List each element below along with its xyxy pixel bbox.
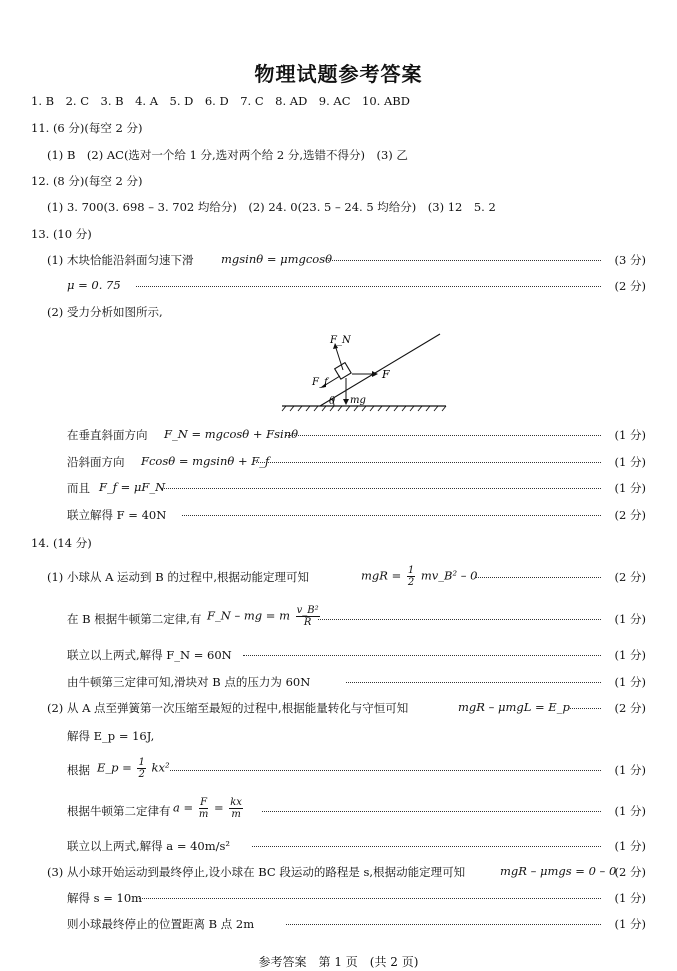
q13-step-6 — [0, 478, 677, 498]
q13-step-1 — [0, 250, 677, 270]
q13-step-6-points: (1 分) — [614, 481, 646, 495]
q14-step-11-points: (1 分) — [614, 891, 646, 905]
q14-step-4 — [0, 672, 677, 692]
gravity-arrowhead — [343, 399, 349, 405]
leader-dots — [286, 914, 601, 934]
q13-header: 13. (10 分) — [31, 227, 92, 241]
q14-step-8-eq-mid: = — [213, 800, 224, 815]
q13-step-5-points: (1 分) — [614, 455, 646, 469]
leader-dots — [170, 760, 601, 780]
q14-step-10-text: (3) 从小球开始运动到最终停止,设小球在 BC 段运动的路程是 s,根据动能定理可知 — [47, 865, 466, 879]
q13-step-1-equation: mgsinθ = μmgcosθ — [221, 252, 333, 266]
q14-step-3-points: (1 分) — [614, 648, 646, 662]
q13-step-4-text: 在垂直斜面方向 — [67, 428, 148, 442]
leader-dots — [346, 672, 601, 692]
page-title: 物理试题参考答案 — [254, 62, 423, 86]
q14-step-5 — [0, 698, 677, 718]
q14-step-8-eq-left: a = — [173, 800, 194, 815]
q14-step-5-points: (2 分) — [614, 701, 646, 715]
q14-step-9-text: 联立以上两式,解得 a = 40m/s² — [67, 839, 231, 853]
q14-step-8 — [0, 797, 677, 823]
leader-dots — [570, 698, 601, 718]
force-diagram — [278, 328, 450, 414]
q14-step-2-eq-left: F_N – mg = m — [207, 608, 290, 623]
q13-step-1-text: (1) 木块恰能沿斜面匀速下滑 — [47, 253, 194, 267]
page-footer: 参考答案 第 1 页 (共 2 页) — [258, 955, 419, 969]
theta-label: θ — [329, 396, 336, 407]
q14-step-2 — [0, 605, 677, 629]
leader-dots — [162, 478, 601, 498]
q13-step-7-text: 联立解得 F = 40N — [67, 508, 167, 522]
q13-step-2-text: μ = 0. 75 — [67, 278, 121, 292]
q11-answer: (1) B (2) AC(选对一个给 1 分,选对两个给 2 分,选错不得分) (3) 乙 — [47, 148, 408, 162]
q14-step-5-text: (2) 从 A 点至弹簧第一次压缩至最短的过程中,根据能量转化与守恒可知 — [47, 701, 409, 715]
fraction-numerator: 1 — [407, 565, 415, 576]
fraction-denominator: 2 — [407, 577, 415, 588]
q14-step-6: 解得 E_p = 16J, — [67, 729, 155, 743]
q12-answer: (1) 3. 700(3. 698 – 3. 702 均给分) (2) 24. 0(23. 5 – 24. 5 均给分) (3) 12 5. 2 — [47, 200, 496, 214]
q14-step-10 — [0, 862, 677, 882]
leader-dots — [256, 452, 601, 472]
applied-force-label: F — [382, 368, 390, 381]
q14-step-8-text: 根据牛顿第二定律有 — [67, 804, 171, 818]
ground-hatching — [282, 406, 446, 411]
block — [335, 363, 351, 379]
q14-step-1-eq-right: mv_B² – 0 — [420, 568, 478, 583]
q14-step-9-points: (1 分) — [614, 839, 646, 853]
fraction-denominator: R — [303, 617, 312, 628]
leader-dots — [476, 567, 601, 587]
fraction-numerator: 1 — [138, 757, 145, 768]
q14-step-1 — [0, 565, 677, 587]
q13-step-3: (2) 受力分析如图所示, — [47, 305, 163, 319]
q14-step-5-equation: mgR – μmgL = E_p — [458, 700, 570, 714]
q13-step-7-points: (2 分) — [614, 508, 646, 522]
q14-step-2-equation — [207, 605, 322, 628]
fraction-denominator: 2 — [138, 769, 145, 780]
q14-step-8-points: (1 分) — [614, 804, 646, 818]
q14-step-1-equation — [361, 565, 478, 588]
q13-step-2-points: (2 分) — [614, 279, 646, 293]
q14-step-8-equation — [173, 797, 245, 820]
q14-step-7 — [0, 757, 677, 781]
q14-step-2-fraction — [296, 605, 320, 628]
q14-step-11-text: 解得 s = 10m — [67, 891, 143, 905]
q14-step-3-text: 联立以上两式,解得 F_N = 60N — [67, 648, 232, 662]
leader-dots — [139, 888, 601, 908]
q13-step-4-points: (1 分) — [614, 428, 646, 442]
q14-step-1-fraction — [407, 565, 415, 588]
q13-step-4 — [0, 425, 677, 445]
friction-force-label: F_f — [312, 377, 328, 388]
q14-step-10-equation: mgR – μmgs = 0 – 0 — [500, 864, 617, 878]
q11-header: 11. (6 分)(每空 2 分) — [31, 121, 143, 135]
q14-step-1-points: (2 分) — [614, 570, 646, 584]
fraction-denominator: m — [231, 809, 241, 820]
q14-step-7-equation — [97, 757, 170, 780]
q14-step-2-text: 在 B 根据牛顿第二定律,有 — [67, 612, 202, 626]
q13-step-1-points: (3 分) — [614, 253, 646, 267]
fraction-denominator: m — [198, 809, 209, 820]
q14-step-7-text: 根据 — [67, 763, 90, 777]
q13-step-7 — [0, 505, 677, 525]
gravity-label: mg — [350, 395, 366, 406]
q14-step-8-fraction-1 — [199, 797, 208, 820]
normal-force-label: F_N — [330, 335, 351, 346]
leader-dots — [243, 645, 601, 665]
q14-step-7-eq-left: E_p = — [97, 760, 132, 775]
fraction-numerator: kx — [230, 797, 242, 808]
q13-step-5-text: 沿斜面方向 — [67, 455, 125, 469]
q14-step-10-points: (2 分) — [614, 865, 646, 879]
q13-step-5-equation: Fcosθ = mgsinθ + F_f — [141, 454, 270, 468]
leader-dots — [182, 505, 601, 525]
q14-step-12-points: (1 分) — [614, 917, 646, 931]
q13-step-4-equation: F_N = mgcosθ + Fsinθ — [164, 427, 299, 441]
q14-header: 14. (14 分) — [31, 536, 92, 550]
q14-step-2-points: (1 分) — [614, 612, 646, 626]
q14-step-12 — [0, 914, 677, 934]
q13-step-5 — [0, 452, 677, 472]
fraction-numerator: v_B² — [296, 605, 319, 616]
leader-dots — [136, 276, 601, 296]
leader-dots — [318, 609, 601, 629]
fraction-numerator: F — [200, 797, 208, 808]
q14-step-1-eq-left: mgR = — [361, 568, 402, 583]
q14-step-7-fraction — [137, 757, 145, 780]
q13-step-6-equation: F_f = μF_N — [99, 480, 166, 494]
q14-step-4-points: (1 分) — [614, 675, 646, 689]
q14-step-12-text: 则小球最终停止的位置距离 B 点 2m — [67, 917, 255, 931]
q14-step-3 — [0, 645, 677, 665]
multiple-choice-answers: 1. B 2. C 3. B 4. A 5. D 6. D 7. C 8. AD 9. AC 10. ABD — [31, 94, 410, 108]
q14-step-9 — [0, 836, 677, 856]
leader-dots — [286, 425, 601, 445]
leader-dots — [262, 801, 601, 821]
q13-step-2 — [0, 276, 677, 296]
q14-step-11 — [0, 888, 677, 908]
q14-step-7-points: (1 分) — [614, 763, 646, 777]
q14-step-4-text: 由牛顿第三定律可知,滑块对 B 点的压力为 60N — [67, 675, 311, 689]
q12-header: 12. (8 分)(每空 2 分) — [31, 174, 143, 188]
leader-dots — [328, 250, 601, 270]
q14-step-1-text: (1) 小球从 A 运动到 B 的过程中,根据动能定理可知 — [47, 570, 309, 584]
q14-step-7-eq-right: kx² — [151, 760, 170, 775]
leader-dots — [252, 836, 601, 856]
q13-step-6-text: 而且 — [67, 481, 90, 495]
q14-step-8-fraction-2 — [229, 797, 243, 820]
